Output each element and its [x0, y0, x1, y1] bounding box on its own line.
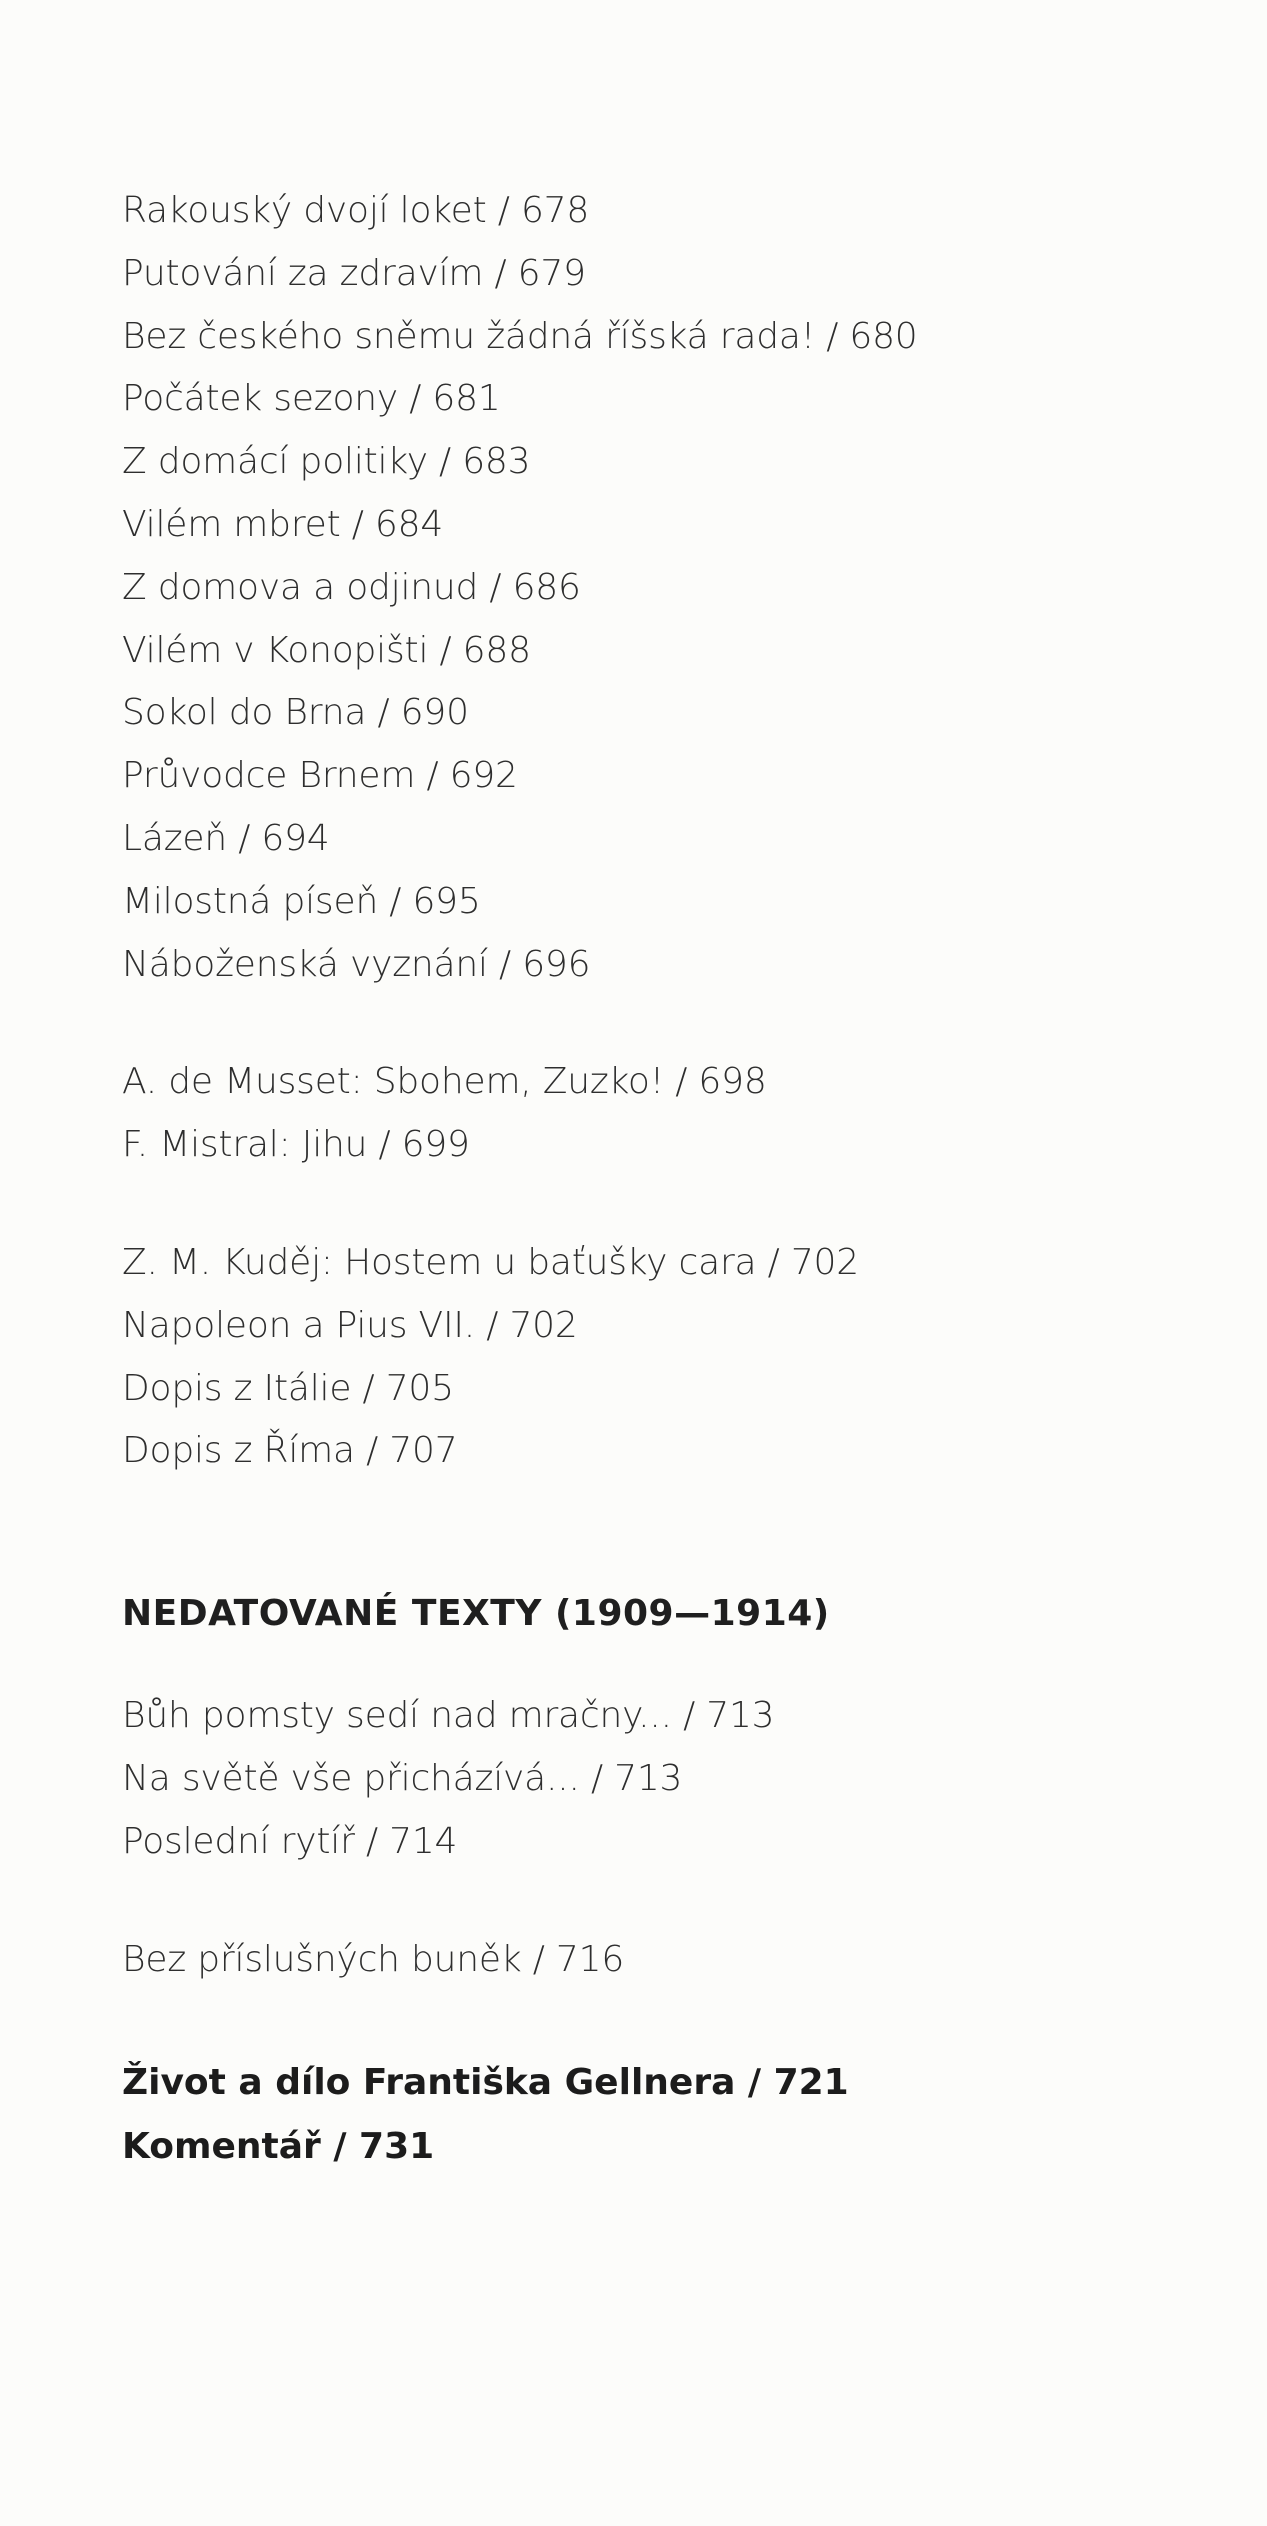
- toc-entry: Dopis z Říma / 707: [122, 1430, 458, 1472]
- toc-entry: Z domácí politiky / 683: [122, 441, 531, 483]
- toc-entry: Z. M. Kuděj: Hostem u baťušky cara / 702: [122, 1241, 859, 1283]
- spacer: [122, 1991, 1122, 2051]
- table-of-contents: [122, 180, 1122, 2179]
- toc-group-1: [122, 180, 1122, 996]
- spacer: [122, 1645, 1122, 1685]
- toc-entry: Vilém mbret / 684: [122, 503, 444, 545]
- toc-entry: Průvodce Brnem / 692: [122, 755, 518, 797]
- toc-entry: Na světě vše přicházívá... / 713: [122, 1757, 683, 1799]
- spacer: [122, 996, 1122, 1051]
- toc-entry-standalone: Bez příslušných buněk / 716: [122, 1938, 625, 1980]
- toc-entry: Bůh pomsty sedí nad mračny... / 713: [122, 1695, 775, 1737]
- toc-entry-bold: Komentář / 731: [122, 2126, 435, 2168]
- toc-entry: Sokol do Brna / 690: [122, 692, 469, 734]
- toc-entry: Dopis z Itálie / 705: [122, 1367, 454, 1409]
- toc-group-3: [122, 1232, 1122, 1483]
- toc-entry: Milostná píseň / 695: [122, 880, 481, 922]
- toc-entry: Putování za zdravím / 679: [122, 252, 586, 294]
- toc-entry: Bez českého sněmu žádná říšská rada! / 680: [122, 315, 918, 357]
- toc-entry: Poslední rytíř / 714: [122, 1820, 458, 1862]
- toc-entry: Napoleon a Pius VII. / 702: [122, 1304, 578, 1346]
- toc-entry: Z domova a odjinud / 686: [122, 566, 581, 608]
- toc-entry: F. Mistral: Jihu / 699: [122, 1124, 470, 1166]
- toc-group-undated: [122, 1685, 1122, 1873]
- spacer: [122, 1483, 1122, 1583]
- toc-entry: Rakouský dvojí loket / 678: [122, 190, 590, 231]
- toc-group-2: [122, 1051, 1122, 1177]
- toc-entry: Náboženská vyznání / 696: [122, 943, 591, 985]
- toc-entry-bold: Život a dílo Františka Gellnera / 721: [122, 2062, 849, 2104]
- toc-entry: Počátek sezony / 681: [122, 378, 501, 420]
- spacer: [122, 1177, 1122, 1232]
- toc-entry: A. de Musset: Sbohem, Zuzko! / 698: [122, 1061, 767, 1103]
- toc-entry: Vilém v Konopišti / 688: [122, 629, 531, 671]
- spacer: [122, 1874, 1122, 1929]
- toc-entry: Lázeň / 694: [122, 817, 330, 859]
- section-heading: NEDATOVANÉ TEXTY (1909—1914): [122, 1593, 830, 1635]
- toc-group-closing: [122, 2051, 1122, 2179]
